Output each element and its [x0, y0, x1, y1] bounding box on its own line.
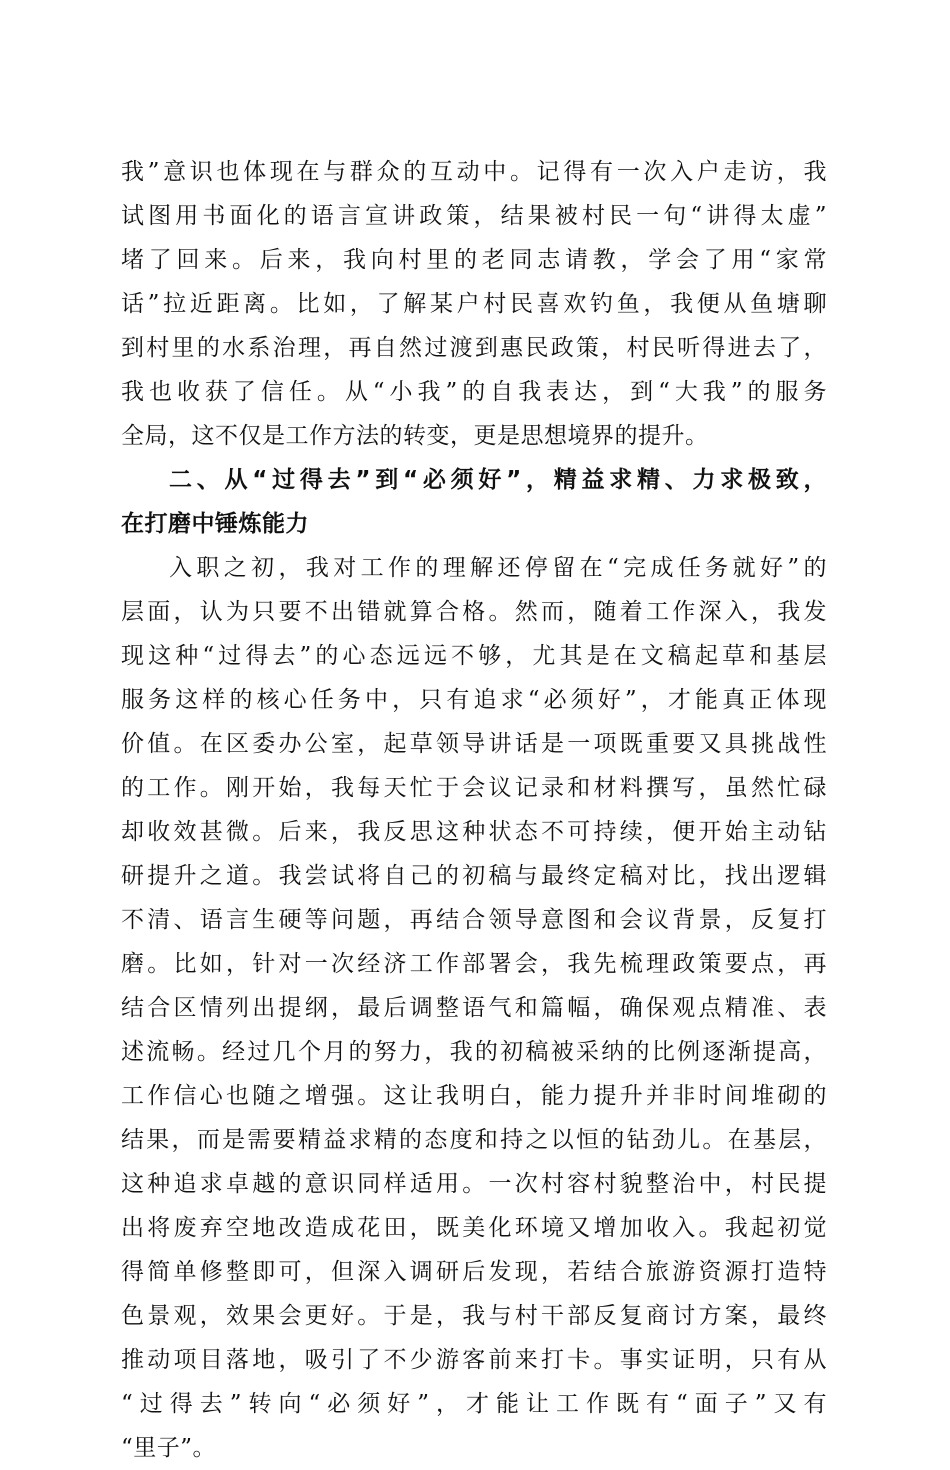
text-line: 我也收获了信任。从“小我”的自我表达，到“大我”的服务 [121, 379, 827, 405]
text-line: 服务这样的核心任务中，只有追求“必须好”，才能真正体现 [121, 687, 827, 713]
text-line: 得简单修整即可，但深入调研后发现，若结合旅游资源打造特 [121, 1259, 827, 1285]
text-line: 色景观，效果会更好。于是，我与村干部反复商讨方案，最终 [121, 1303, 827, 1329]
text-line: 工作信心也随之增强。这让我明白，能力提升并非时间堆砌的 [121, 1083, 827, 1109]
paragraph-intro-continuation [121, 150, 827, 458]
paragraph-section-body [121, 546, 827, 1470]
text-line: 现这种“过得去”的心态远远不够，尤其是在文稿起草和基层 [121, 643, 827, 669]
text-line: 推动项目落地，吸引了不少游客前来打卡。事实证明，只有从 [121, 1347, 827, 1373]
text-line: 磨。比如，针对一次经济工作部署会，我先梳理政策要点，再 [121, 951, 827, 977]
heading-line: 二、从“过得去”到“必须好”，精益求精、力求极致， [169, 467, 827, 493]
text-line: 试图用书面化的语言宣讲政策，结果被村民一句“讲得太虚” [121, 203, 827, 229]
text-line: 全局，这不仅是工作方法的转变，更是思想境界的提升。 [121, 423, 709, 449]
document-page [121, 150, 827, 1470]
text-line: 堵了回来。后来，我向村里的老同志请教，学会了用“家常 [121, 247, 827, 273]
text-line: 层面，认为只要不出错就算合格。然而，随着工作深入，我发 [121, 599, 827, 625]
text-line: 的工作。刚开始，我每天忙于会议记录和材料撰写，虽然忙碌 [121, 775, 827, 801]
text-line: 价值。在区委办公室，起草领导讲话是一项既重要又具挑战性 [121, 731, 827, 757]
text-line: “过得去”转向“必须好”，才能让工作既有“面子”又有 [121, 1391, 827, 1417]
text-line: 却收效甚微。后来，我反思这种状态不可持续，便开始主动钻 [121, 819, 827, 845]
text-line: 我”意识也体现在与群众的互动中。记得有一次入户走访，我 [121, 159, 827, 185]
text-line: 入职之初，我对工作的理解还停留在“完成任务就好”的 [169, 555, 827, 581]
text-line: 出将废弃空地改造成花田，既美化环境又增加收入。我起初觉 [121, 1215, 827, 1241]
text-line: 到村里的水系治理，再自然过渡到惠民政策，村民听得进去了， [121, 335, 827, 361]
text-line: 不清、语言生硬等问题，再结合领导意图和会议背景，反复打 [121, 907, 827, 933]
text-line: 结合区情列出提纲，最后调整语气和篇幅，确保观点精准、表 [121, 995, 827, 1021]
heading-line: 在打磨中锤炼能力 [121, 511, 309, 537]
text-line: 研提升之道。我尝试将自己的初稿与最终定稿对比，找出逻辑 [121, 863, 827, 889]
section-heading [121, 458, 827, 546]
text-line: 这种追求卓越的意识同样适用。一次村容村貌整治中，村民提 [121, 1171, 827, 1197]
text-line: “里子”。 [121, 1435, 217, 1461]
text-line: 话”拉近距离。比如，了解某户村民喜欢钓鱼，我便从鱼塘聊 [121, 291, 827, 317]
text-line: 结果，而是需要精益求精的态度和持之以恒的钻劲儿。在基层， [121, 1127, 827, 1153]
text-line: 述流畅。经过几个月的努力，我的初稿被采纳的比例逐渐提高， [121, 1039, 827, 1065]
